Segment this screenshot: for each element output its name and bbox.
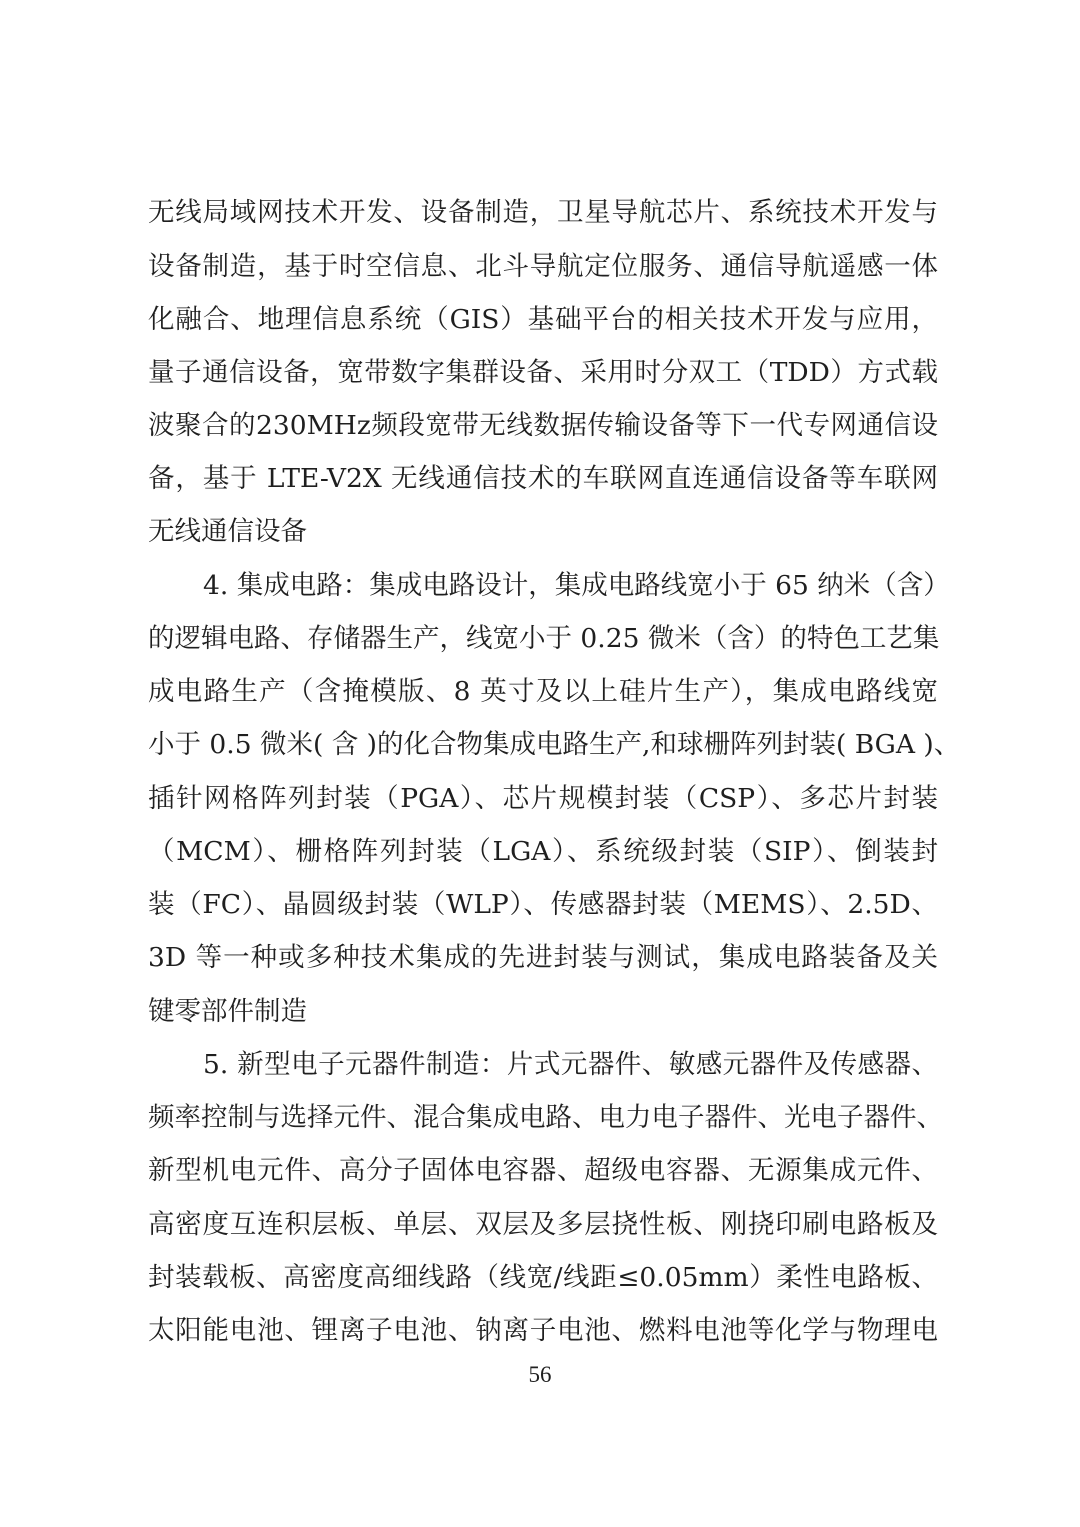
text-line: 装（FC）、晶圆级封装（WLP）、传感器封装（MEMS）、2.5D、 [148, 889, 938, 920]
text-line: 频率控制与选择元件、混合集成电路、电力电子器件、光电子器件、 [148, 1102, 943, 1133]
text-line: 成电路生产（含掩模版、8 英寸及以上硅片生产），集成电路线宽 [148, 676, 938, 707]
page-number: 56 [528, 1362, 552, 1387]
text-line: 化融合、地理信息系统（GIS）基础平台的相关技术开发与应用， [148, 304, 938, 335]
text-line: 设备制造，基于时空信息、北斗导航定位服务、通信导航遥感一体 [148, 251, 938, 282]
text-line: 高密度互连积层板、单层、双层及多层挠性板、刚挠印刷电路板及 [148, 1209, 938, 1240]
text-line: 封装载板、高密度高细线路（线宽/线距≤0.05mm）柔性电路板、 [148, 1262, 938, 1293]
text-line: 太阳能电池、锂离子电池、钠离子电池、燃料电池等化学与物理电 [148, 1315, 938, 1346]
section-heading-line: 5. 新型电子元器件制造：片式元器件、敏感元器件及传感器、 [203, 1049, 938, 1080]
text-line: 的逻辑电路、存储器生产，线宽小于 0.25 微米（含）的特色工艺集 [148, 623, 940, 654]
text-line: （MCM）、栅格阵列封装（LGA）、系统级封装（SIP）、倒装封 [148, 836, 938, 867]
text-line: 无线通信设备 [148, 516, 307, 547]
text-line: 插针网格阵列封装（PGA）、芯片规模封装（CSP）、多芯片封装 [148, 783, 938, 814]
section-heading-line: 4. 集成电路：集成电路设计，集成电路线宽小于 65 纳米（含） [203, 570, 950, 601]
text-line: 量子通信设备，宽带数字集群设备、采用时分双工（TDD）方式载 [148, 357, 938, 388]
text-line: 新型机电元件、高分子固体电容器、超级电容器、无源集成元件、 [148, 1155, 938, 1186]
text-line: 键零部件制造 [148, 996, 307, 1027]
text-line: 3D 等一种或多种技术集成的先进封装与测试，集成电路装备及关 [148, 942, 938, 973]
text-line: 波聚合的230MHz频段宽带无线数据传输设备等下一代专网通信设 [148, 410, 938, 441]
text-line: 无线局域网技术开发、设备制造，卫星导航芯片、系统技术开发与 [148, 197, 938, 228]
text-line: 小于 0.5 微米( 含 )的化合物集成电路生产,和球栅阵列封装( BGA )、 [148, 729, 961, 760]
text-line: 备，基于 LTE-V2X 无线通信技术的车联网直连通信设备等车联网 [148, 463, 938, 494]
